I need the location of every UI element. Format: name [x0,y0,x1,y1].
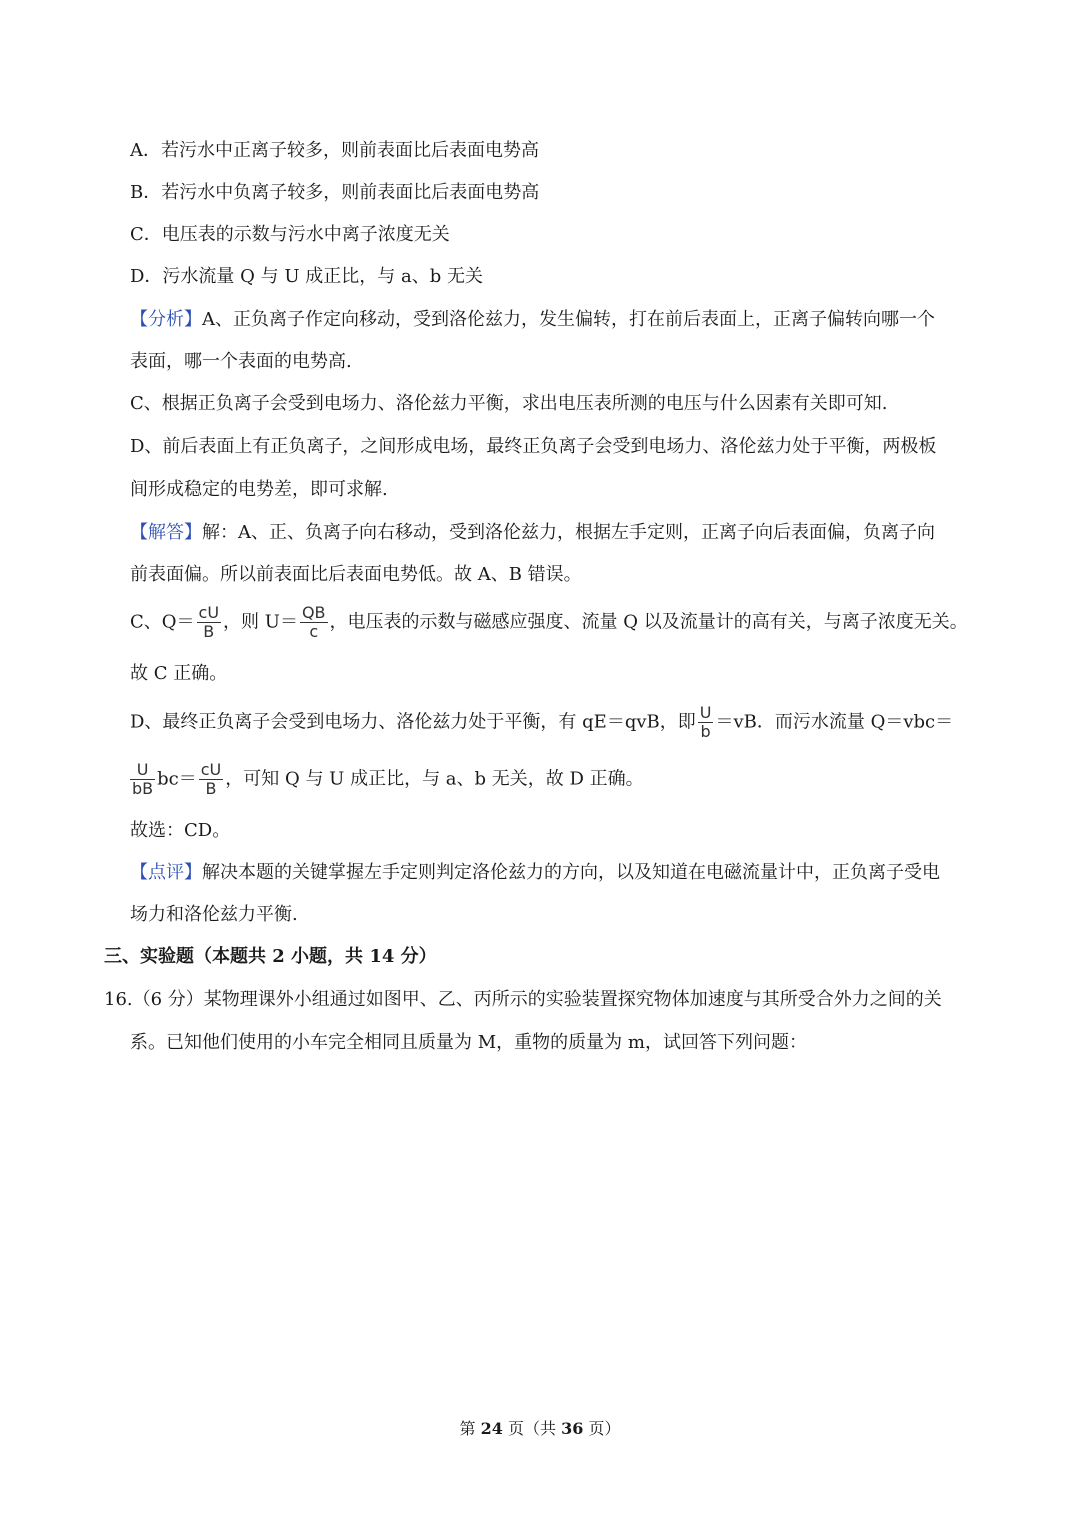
answer-c-suffix: ，电压表的示数与磁感应强度、流量 Q 以及流量计的高有关，与离子浓度无关。 [329,611,968,633]
comment-tag: 【点评】 [130,862,202,883]
analysis-line-5: 间形成稳定的电势差，即可求解. [130,479,388,500]
option-a: A．若污水中正离子较多，则前表面比后表面电势高 [130,140,539,161]
analysis-line-4: D、前后表面上有正负离子，之间形成电场，最终正负离子会受到电场力、洛伦兹力处于平衡，两极板 [130,436,937,457]
fraction-u-over-bb: $\frac{U}{bB}$ [132,760,154,798]
section-title: 三、实验题（本题共 2 小题，共 14 分） [104,946,437,967]
answer-d-prefix: D、最终正负离子会受到电场力、洛伦兹力处于平衡，有 qE＝qvB，即 [130,711,696,733]
page-number: 24 [480,1419,503,1438]
comment-line-1 [130,860,940,886]
answer-c-line-2: 故 C 正确。 [130,663,228,684]
answer-d-line-2 [130,761,644,798]
answer-text-1: 解：A、正、负离子向右移动，受到洛伦兹力，根据左手定则，正离子向后表面偏，负离子向 [202,522,935,543]
fraction-u-over-b: $\frac{U}{b}$ [699,703,712,741]
analysis-text-1: A、正负离子作定向移动，受到洛伦兹力，发生偏转，打在前后表面上，正离子偏转向哪一个 [202,309,935,330]
analysis-line-1 [130,307,935,333]
answer-line-2: 前表面偏。所以前表面比后表面电势低。故 A、B 错误。 [130,564,582,585]
analysis-tag: 【分析】 [130,309,202,330]
analysis-line-2: 表面，哪一个表面的电势高. [130,351,352,372]
analysis-line-3: C、根据正负离子会受到电场力、洛伦兹力平衡，求出电压表所测的电压与什么因素有关即可知. [130,393,888,414]
answer-choice: 故选：CD。 [130,820,231,841]
question-16-line-2: 系。已知他们使用的小车完全相同且质量为 M，重物的质量为 m，试回答下列问题： [130,1032,807,1053]
comment-text-1: 解决本题的关键掌握左手定则判定洛伦兹力的方向，以及知道在电磁流量计中，正负离子受电 [202,862,940,883]
question-16-line-1: 16.（6 分）某物理课外小组通过如图甲、乙、丙所示的实验装置探究物体加速度与其所受合外力之间的关 [104,989,942,1010]
fraction-qb-over-c: $\frac{QB}{c}$ [301,603,326,641]
fraction-cu-over-b: $\frac{cU}{B}$ [198,603,220,641]
page-footer: 第 24 页（共 36 页） [459,1419,621,1438]
fraction-cu-over-b-2: $\frac{cU}{B}$ [200,760,222,798]
answer-d-suffix: ＝vB．而污水流量 Q＝vbc＝ [715,711,954,733]
answer-c-prefix: C、Q＝ [130,611,195,633]
answer-d-line-2-suffix: ，可知 Q 与 U 成正比，与 a、b 无关，故 D 正确。 [225,768,644,790]
answer-tag: 【解答】 [130,522,202,543]
answer-line-1 [130,520,935,546]
comment-line-2: 场力和洛伦兹力平衡. [130,904,298,925]
answer-c-line [130,604,968,641]
option-c: C．电压表的示数与污水中离子浓度无关 [130,224,450,245]
answer-d-line [130,704,953,741]
total-pages: 36 [561,1419,584,1438]
option-d: D．污水流量 Q 与 U 成正比，与 a、b 无关 [130,266,483,287]
answer-d-mid: bc＝ [157,768,197,790]
option-b: B．若污水中负离子较多，则前表面比后表面电势高 [130,182,540,203]
answer-c-mid: ，则 U＝ [223,611,298,633]
